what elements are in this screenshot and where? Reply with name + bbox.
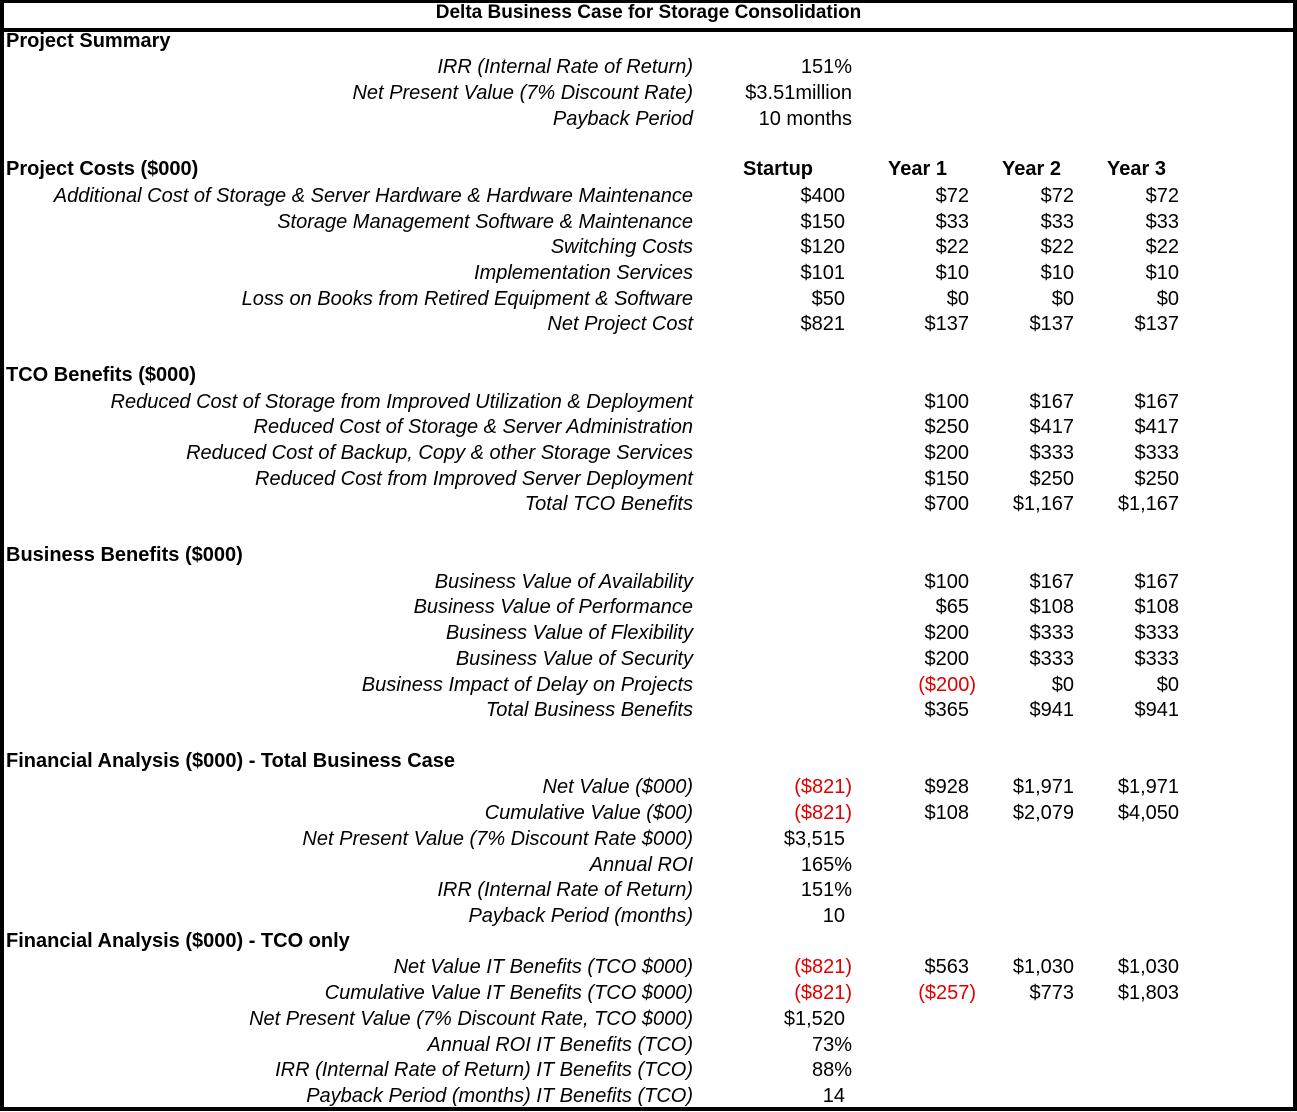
- row-label: Switching Costs: [550, 236, 693, 258]
- row-label: Reduced Cost of Backup, Copy & other Storage Services: [186, 442, 693, 464]
- value-cell: $33: [935, 211, 969, 233]
- table-row: [0, 980, 1297, 1006]
- section-heading-business-benefits: Business Benefits ($000): [6, 544, 243, 566]
- section-row: [0, 928, 1297, 954]
- table-row: [0, 183, 1297, 209]
- value-cell: $167: [1029, 391, 1074, 413]
- row-label: Business Value of Flexibility: [445, 622, 693, 644]
- value-cell: $365: [924, 699, 969, 721]
- value-cell: $10: [1145, 262, 1179, 284]
- value-cell: $3,515: [783, 828, 845, 850]
- value-cell: 73%: [811, 1034, 852, 1056]
- value-cell: $22: [935, 236, 969, 258]
- value-cell: $65: [935, 596, 969, 618]
- row-label: Annual ROI: [589, 854, 693, 876]
- row-label: IRR (Internal Rate of Return): [437, 879, 693, 901]
- value-cell: 165%: [800, 854, 852, 876]
- summary-row: [0, 80, 1297, 106]
- value-cell: $417: [1029, 416, 1074, 438]
- row-label: Cumulative Value ($00): [484, 802, 693, 824]
- row-label: Reduced Cost of Storage & Server Administration: [253, 416, 693, 438]
- table-row: [0, 1032, 1297, 1058]
- row-label: Reduced Cost from Improved Server Deployment: [255, 468, 693, 490]
- table-row: [0, 646, 1297, 672]
- value-cell: $417: [1134, 416, 1179, 438]
- table-row: [0, 620, 1297, 646]
- value-cell: $1,803: [1117, 982, 1179, 1004]
- value-cell: $563: [924, 956, 969, 978]
- row-label: Net Project Cost: [547, 313, 693, 335]
- section-row: [0, 542, 1297, 568]
- value-cell: 10: [822, 905, 845, 927]
- value-cell: $1,167: [1117, 493, 1179, 515]
- value-cell: $250: [924, 416, 969, 438]
- value-cell: 88%: [811, 1059, 852, 1081]
- value-cell: $22: [1145, 236, 1179, 258]
- value-cell: $167: [1134, 391, 1179, 413]
- total-row: [0, 491, 1297, 517]
- value-cell: $108: [1134, 596, 1179, 618]
- summary-row: [0, 54, 1297, 80]
- table-row: [0, 1057, 1297, 1083]
- value-cell: $10: [1040, 262, 1074, 284]
- table-row: [0, 234, 1297, 260]
- value-cell: $1,971: [1117, 776, 1179, 798]
- row-label: Total Business Benefits: [485, 699, 693, 721]
- value-cell: $333: [1134, 648, 1179, 670]
- row-label: Storage Management Software & Maintenance: [277, 211, 693, 233]
- value-cell: $333: [1134, 622, 1179, 644]
- value-cell: ($200): [918, 674, 976, 696]
- column-header-year3: Year 3: [1107, 158, 1166, 180]
- table-row: [0, 877, 1297, 903]
- value-cell: $0: [946, 288, 969, 310]
- value-cell: $72: [1145, 185, 1179, 207]
- table-row: [0, 569, 1297, 595]
- row-label: Additional Cost of Storage & Server Hardware & Hardware Maintenance: [53, 185, 693, 207]
- row-label: Loss on Books from Retired Equipment & Software: [241, 288, 693, 310]
- section-heading-project-summary: Project Summary: [6, 30, 171, 52]
- value-cell: 10 months: [758, 108, 852, 130]
- value-cell: $1,520: [783, 1008, 845, 1030]
- table-row: [0, 260, 1297, 286]
- column-header-startup: Startup: [743, 158, 813, 180]
- table-row: [0, 389, 1297, 415]
- value-cell: $250: [1029, 468, 1074, 490]
- value-cell: $0: [1156, 288, 1179, 310]
- table-row: [0, 800, 1297, 826]
- value-cell: $200: [924, 442, 969, 464]
- value-cell: $700: [924, 493, 969, 515]
- value-cell: $150: [800, 211, 845, 233]
- value-cell: $167: [1029, 571, 1074, 593]
- table-row: [0, 440, 1297, 466]
- row-label: Reduced Cost of Storage from Improved Utilization & Deployment: [110, 391, 693, 413]
- value-cell: $108: [924, 802, 969, 824]
- table-row: [0, 414, 1297, 440]
- value-cell: 14: [822, 1085, 845, 1107]
- section-row: [0, 748, 1297, 774]
- table-row: [0, 672, 1297, 698]
- value-cell: $250: [1134, 468, 1179, 490]
- row-label: Net Present Value (7% Discount Rate $000): [302, 828, 693, 850]
- value-cell: $333: [1029, 648, 1074, 670]
- section-heading-project-costs: Project Costs ($000): [6, 158, 199, 180]
- row-label: Net Present Value (7% Discount Rate): [352, 82, 693, 104]
- value-cell: $72: [935, 185, 969, 207]
- project-costs-header-row: [0, 156, 1297, 182]
- value-cell: $137: [924, 313, 969, 335]
- value-cell: $0: [1051, 288, 1074, 310]
- row-label: IRR (Internal Rate of Return): [437, 56, 693, 78]
- row-label: Business Value of Security: [455, 648, 693, 670]
- section-row: [0, 28, 1297, 54]
- column-header-year2: Year 2: [1002, 158, 1061, 180]
- value-cell: $167: [1134, 571, 1179, 593]
- row-label: Payback Period (months) IT Benefits (TCO): [306, 1085, 693, 1107]
- value-cell: ($257): [918, 982, 976, 1004]
- table-row: [0, 903, 1297, 929]
- table-row: [0, 209, 1297, 235]
- total-row: [0, 311, 1297, 337]
- value-cell: $821: [800, 313, 845, 335]
- value-cell: $120: [800, 236, 845, 258]
- table-row: [0, 594, 1297, 620]
- value-cell: $400: [800, 185, 845, 207]
- value-cell: ($821): [794, 776, 852, 798]
- column-header-year1: Year 1: [888, 158, 947, 180]
- section-heading-financial-analysis-total: Financial Analysis ($000) - Total Business Case: [6, 750, 456, 772]
- section-row: [0, 362, 1297, 388]
- section-heading-financial-analysis-tco: Financial Analysis ($000) - TCO only: [6, 930, 350, 952]
- summary-row: [0, 106, 1297, 132]
- row-label: Payback Period: [552, 108, 693, 130]
- table-row: [0, 1083, 1297, 1109]
- value-cell: $1,030: [1012, 956, 1074, 978]
- row-label: Implementation Services: [474, 262, 693, 284]
- row-label: Total TCO Benefits: [524, 493, 693, 515]
- row-label: Business Value of Performance: [413, 596, 693, 618]
- value-cell: $333: [1029, 622, 1074, 644]
- row-label: Payback Period (months): [468, 905, 693, 927]
- row-label: Cumulative Value IT Benefits (TCO $000): [324, 982, 693, 1004]
- row-label: Net Value IT Benefits (TCO $000): [393, 956, 693, 978]
- value-cell: $4,050: [1117, 802, 1179, 824]
- value-cell: $10: [935, 262, 969, 284]
- value-cell: $100: [924, 571, 969, 593]
- table-row: [0, 286, 1297, 312]
- row-label: Net Present Value (7% Discount Rate, TCO $000): [249, 1008, 693, 1030]
- table-row: [0, 774, 1297, 800]
- value-cell: $137: [1029, 313, 1074, 335]
- value-cell: $941: [1029, 699, 1074, 721]
- value-cell: $137: [1134, 313, 1179, 335]
- value-cell: $333: [1029, 442, 1074, 464]
- table-row: [0, 852, 1297, 878]
- page-title: Delta Business Case for Storage Consolidation: [435, 2, 862, 23]
- value-cell: ($821): [794, 956, 852, 978]
- value-cell: $22: [1040, 236, 1074, 258]
- value-cell: $100: [924, 391, 969, 413]
- value-cell: $150: [924, 468, 969, 490]
- value-cell: $3.51million: [745, 82, 852, 104]
- value-cell: $773: [1029, 982, 1074, 1004]
- value-cell: ($821): [794, 802, 852, 824]
- value-cell: $1,167: [1012, 493, 1074, 515]
- value-cell: $33: [1145, 211, 1179, 233]
- value-cell: $200: [924, 622, 969, 644]
- value-cell: $72: [1040, 185, 1074, 207]
- total-row: [0, 697, 1297, 723]
- value-cell: $50: [811, 288, 845, 310]
- value-cell: $333: [1134, 442, 1179, 464]
- value-cell: 151%: [800, 879, 852, 901]
- table-row: [0, 954, 1297, 980]
- value-cell: $1,030: [1117, 956, 1179, 978]
- value-cell: $1,971: [1012, 776, 1074, 798]
- value-cell: $200: [924, 648, 969, 670]
- value-cell: $101: [800, 262, 845, 284]
- row-label: IRR (Internal Rate of Return) IT Benefits (TCO): [275, 1059, 693, 1081]
- table-row: [0, 466, 1297, 492]
- value-cell: $2,079: [1012, 802, 1074, 824]
- table-row: [0, 826, 1297, 852]
- value-cell: $928: [924, 776, 969, 798]
- value-cell: ($821): [794, 982, 852, 1004]
- row-label: Business Impact of Delay on Projects: [361, 674, 693, 696]
- table-row: [0, 1006, 1297, 1032]
- value-cell: $0: [1051, 674, 1074, 696]
- value-cell: $33: [1040, 211, 1074, 233]
- row-label: Annual ROI IT Benefits (TCO): [427, 1034, 693, 1056]
- section-heading-tco-benefits: TCO Benefits ($000): [6, 364, 197, 386]
- value-cell: $941: [1134, 699, 1179, 721]
- value-cell: 151%: [800, 56, 852, 78]
- row-label: Net Value ($000): [542, 776, 693, 798]
- value-cell: $0: [1156, 674, 1179, 696]
- value-cell: $108: [1029, 596, 1074, 618]
- row-label: Business Value of Availability: [434, 571, 693, 593]
